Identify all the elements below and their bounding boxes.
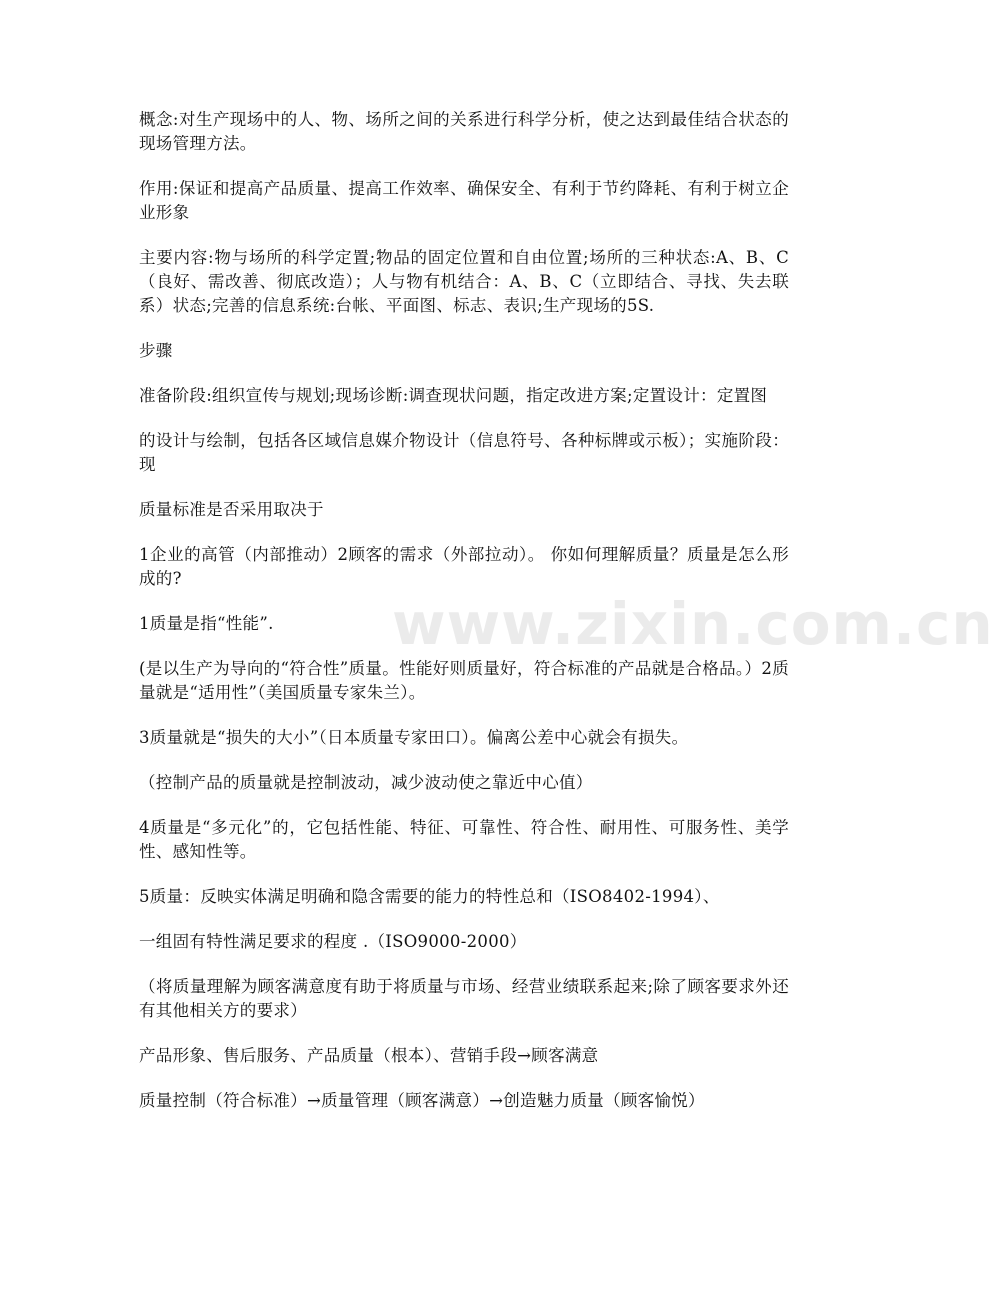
paragraph-function: 作用:保证和提高产品质量、提高工作效率、确保安全、有利于节约降耗、有利于树立企业形象 xyxy=(139,179,789,222)
paragraph-main-content: 主要内容:物与场所的科学定置;物品的固定位置和自由位置;场所的三种状态:A、B、C（良好、需改善、彻底改造）；人与物有机结合：A、B、C（立即结合、寻找、失去联系）状态;完善的信息系统:台帐、平面图、标志、表识;生产现场的5S. xyxy=(139,248,789,315)
document-body xyxy=(139,108,789,1134)
paragraph-customer-satisfaction: （将质量理解为顾客满意度有助于将质量与市场、经营业绩联系起来;除了顾客要求外还有其他相关方的要求） xyxy=(139,977,789,1020)
paragraph-quality-loss: 3质量就是“损失的大小”（日本质量专家田口）。偏离公差中心就会有损失。 xyxy=(139,728,689,747)
paragraph-design-drawing: 的设计与绘制，包括各区域信息媒介物设计（信息符号、各种标牌或示板）；实施阶段：现 xyxy=(139,431,789,474)
paragraph-quality-diversified: 4质量是“多元化”的，它包括性能、特征、可靠性、符合性、耐用性、可服务性、美学性、感知性等。 xyxy=(139,818,789,861)
paragraph-satisfaction-factors: 产品形象、售后服务、产品质量（根本）、营销手段→顾客满意 xyxy=(139,1046,599,1065)
paragraph-quality-iso9000: 一组固有特性满足要求的程度 .（ISO9000-2000） xyxy=(139,932,527,951)
paragraph-quality-conformance: (是以生产为导向的“符合性”质量。性能好则质量好，符合标准的产品就是合格品。）2质量就是“适用性”（美国质量专家朱兰）。 xyxy=(139,659,789,702)
paragraph-quality-iso8402: 5质量：反映实体满足明确和隐含需要的能力的特性总和（ISO8402-1994）、 xyxy=(139,887,720,906)
paragraph-concept: 概念:对生产现场中的人、物、场所之间的关系进行科学分析，使之达到最佳结合状态的现场管理方法。 xyxy=(139,110,789,153)
paragraph-quality-performance: 1质量是指“性能”. xyxy=(139,614,274,633)
paragraph-control-variation: （控制产品的质量就是控制波动，减少波动使之靠近中心值） xyxy=(139,773,593,792)
paragraph-quality-drivers: 1企业的高管（内部推动）2顾客的需求（外部拉动）。 你如何理解质量？质量是怎么形成的? xyxy=(139,545,789,588)
paragraph-quality-evolution: 质量控制（符合标准）→质量管理（顾客满意）→创造魅力质量（顾客愉悦） xyxy=(139,1091,705,1110)
paragraph-steps-heading: 步骤 xyxy=(139,341,173,360)
watermark: www.zixin.com.cn xyxy=(392,590,994,658)
paragraph-preparation-stage: 准备阶段:组织宣传与规划;现场诊断:调查现状问题，指定改进方案;定置设计：定置图 xyxy=(139,386,768,405)
paragraph-quality-standard: 质量标准是否采用取决于 xyxy=(139,500,324,519)
